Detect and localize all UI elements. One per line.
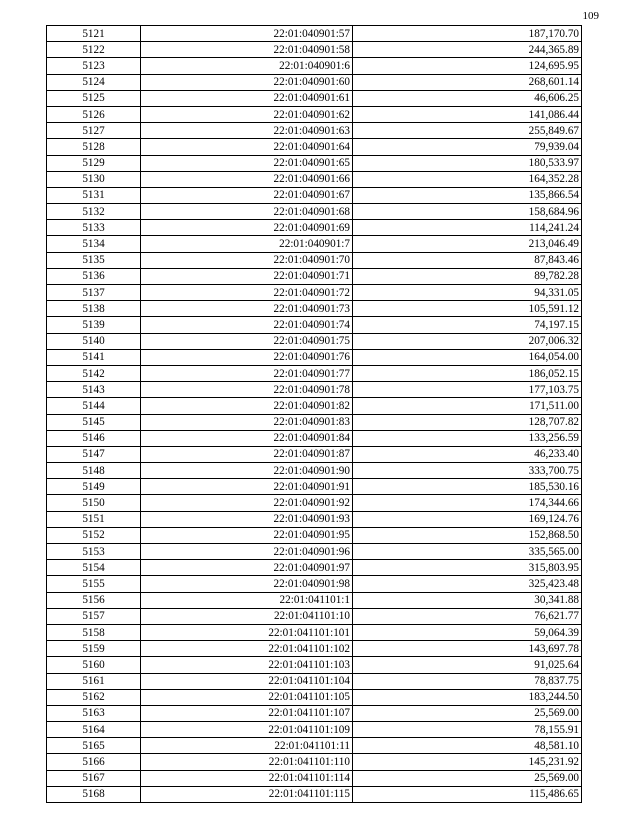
value-cell: 76,621.77 xyxy=(353,608,582,624)
value-cell: 325,423.48 xyxy=(353,576,582,592)
cadastral-number-cell: 22:01:040901:95 xyxy=(141,527,353,543)
cadastral-number-cell: 22:01:041101:105 xyxy=(141,689,353,705)
row-number-cell: 5160 xyxy=(47,657,141,673)
table-row xyxy=(47,576,582,592)
table-row xyxy=(47,74,582,90)
value-cell: 143,697.78 xyxy=(353,641,582,657)
table-row xyxy=(47,641,582,657)
row-number-cell: 5143 xyxy=(47,382,141,398)
cadastral-number-cell: 22:01:040901:67 xyxy=(141,187,353,203)
cadastral-number-cell: 22:01:041101:11 xyxy=(141,738,353,754)
value-cell: 74,197.15 xyxy=(353,317,582,333)
value-cell: 213,046.49 xyxy=(353,236,582,252)
table-row xyxy=(47,446,582,462)
row-number-cell: 5149 xyxy=(47,479,141,495)
value-cell: 59,064.39 xyxy=(353,624,582,640)
row-number-cell: 5150 xyxy=(47,495,141,511)
row-number-cell: 5161 xyxy=(47,673,141,689)
value-cell: 244,365.89 xyxy=(353,42,582,58)
table-row xyxy=(47,479,582,495)
table-row xyxy=(47,285,582,301)
value-cell: 207,006.32 xyxy=(353,333,582,349)
row-number-cell: 5148 xyxy=(47,463,141,479)
value-cell: 128,707.82 xyxy=(353,414,582,430)
cadastral-number-cell: 22:01:040901:57 xyxy=(141,26,353,42)
table-row xyxy=(47,365,582,381)
cadastral-number-cell: 22:01:040901:70 xyxy=(141,252,353,268)
table-row xyxy=(47,220,582,236)
table-row xyxy=(47,786,582,802)
cadastral-number-cell: 22:01:041101:103 xyxy=(141,657,353,673)
value-cell: 124,695.95 xyxy=(353,58,582,74)
value-cell: 335,565.00 xyxy=(353,544,582,560)
row-number-cell: 5153 xyxy=(47,544,141,560)
value-cell: 48,581.10 xyxy=(353,738,582,754)
cadastral-number-cell: 22:01:040901:68 xyxy=(141,204,353,220)
cadastral-value-table xyxy=(46,25,582,803)
value-cell: 187,170.70 xyxy=(353,26,582,42)
cadastral-number-cell: 22:01:040901:75 xyxy=(141,333,353,349)
table-row xyxy=(47,349,582,365)
row-number-cell: 5158 xyxy=(47,624,141,640)
value-cell: 186,052.15 xyxy=(353,365,582,381)
cadastral-number-cell: 22:01:040901:64 xyxy=(141,139,353,155)
cadastral-number-cell: 22:01:041101:1 xyxy=(141,592,353,608)
row-number-cell: 5167 xyxy=(47,770,141,786)
table-row xyxy=(47,689,582,705)
value-cell: 133,256.59 xyxy=(353,430,582,446)
value-cell: 177,103.75 xyxy=(353,382,582,398)
table-row xyxy=(47,236,582,252)
cadastral-number-cell: 22:01:040901:69 xyxy=(141,220,353,236)
cadastral-number-cell: 22:01:040901:93 xyxy=(141,511,353,527)
cadastral-number-cell: 22:01:040901:65 xyxy=(141,155,353,171)
cadastral-number-cell: 22:01:040901:63 xyxy=(141,123,353,139)
table-row xyxy=(47,511,582,527)
cadastral-number-cell: 22:01:040901:96 xyxy=(141,544,353,560)
row-number-cell: 5130 xyxy=(47,171,141,187)
row-number-cell: 5140 xyxy=(47,333,141,349)
value-cell: 185,530.16 xyxy=(353,479,582,495)
cadastral-number-cell: 22:01:041101:110 xyxy=(141,754,353,770)
table-row xyxy=(47,657,582,673)
row-number-cell: 5145 xyxy=(47,414,141,430)
table-row xyxy=(47,139,582,155)
table-row xyxy=(47,42,582,58)
cadastral-number-cell: 22:01:040901:83 xyxy=(141,414,353,430)
cadastral-number-cell: 22:01:041101:115 xyxy=(141,786,353,802)
cadastral-number-cell: 22:01:040901:84 xyxy=(141,430,353,446)
value-cell: 115,486.65 xyxy=(353,786,582,802)
table-row xyxy=(47,673,582,689)
table-row xyxy=(47,90,582,106)
cadastral-number-cell: 22:01:040901:66 xyxy=(141,171,353,187)
row-number-cell: 5155 xyxy=(47,576,141,592)
value-cell: 141,086.44 xyxy=(353,106,582,122)
cadastral-number-cell: 22:01:040901:76 xyxy=(141,349,353,365)
table-row xyxy=(47,333,582,349)
row-number-cell: 5138 xyxy=(47,301,141,317)
value-cell: 25,569.00 xyxy=(353,770,582,786)
value-cell: 25,569.00 xyxy=(353,705,582,721)
cadastral-number-cell: 22:01:040901:73 xyxy=(141,301,353,317)
row-number-cell: 5157 xyxy=(47,608,141,624)
row-number-cell: 5123 xyxy=(47,58,141,74)
value-cell: 46,606.25 xyxy=(353,90,582,106)
table-row xyxy=(47,317,582,333)
cadastral-number-cell: 22:01:041101:104 xyxy=(141,673,353,689)
cadastral-number-cell: 22:01:040901:91 xyxy=(141,479,353,495)
cadastral-number-cell: 22:01:040901:6 xyxy=(141,58,353,74)
value-cell: 164,352.28 xyxy=(353,171,582,187)
cadastral-number-cell: 22:01:040901:61 xyxy=(141,90,353,106)
cadastral-number-cell: 22:01:040901:82 xyxy=(141,398,353,414)
table-row xyxy=(47,770,582,786)
table-row xyxy=(47,382,582,398)
value-cell: 174,344.66 xyxy=(353,495,582,511)
table-row xyxy=(47,252,582,268)
cadastral-number-cell: 22:01:040901:98 xyxy=(141,576,353,592)
table-row xyxy=(47,544,582,560)
cadastral-number-cell: 22:01:040901:97 xyxy=(141,560,353,576)
table-row xyxy=(47,171,582,187)
value-cell: 152,868.50 xyxy=(353,527,582,543)
row-number-cell: 5134 xyxy=(47,236,141,252)
value-cell: 180,533.97 xyxy=(353,155,582,171)
row-number-cell: 5121 xyxy=(47,26,141,42)
cadastral-number-cell: 22:01:041101:114 xyxy=(141,770,353,786)
table-row xyxy=(47,754,582,770)
row-number-cell: 5168 xyxy=(47,786,141,802)
cadastral-number-cell: 22:01:040901:7 xyxy=(141,236,353,252)
row-number-cell: 5131 xyxy=(47,187,141,203)
cadastral-number-cell: 22:01:040901:90 xyxy=(141,463,353,479)
table-row xyxy=(47,560,582,576)
value-cell: 78,155.91 xyxy=(353,722,582,738)
table-row xyxy=(47,430,582,446)
value-cell: 30,341.88 xyxy=(353,592,582,608)
value-cell: 78,837.75 xyxy=(353,673,582,689)
table-row xyxy=(47,738,582,754)
table-row xyxy=(47,155,582,171)
value-cell: 268,601.14 xyxy=(353,74,582,90)
table-row xyxy=(47,187,582,203)
value-cell: 46,233.40 xyxy=(353,446,582,462)
value-cell: 94,331.05 xyxy=(353,285,582,301)
value-cell: 158,684.96 xyxy=(353,204,582,220)
table-row xyxy=(47,268,582,284)
row-number-cell: 5154 xyxy=(47,560,141,576)
row-number-cell: 5147 xyxy=(47,446,141,462)
table-row xyxy=(47,123,582,139)
row-number-cell: 5166 xyxy=(47,754,141,770)
value-cell: 315,803.95 xyxy=(353,560,582,576)
row-number-cell: 5128 xyxy=(47,139,141,155)
row-number-cell: 5141 xyxy=(47,349,141,365)
table-row xyxy=(47,624,582,640)
row-number-cell: 5133 xyxy=(47,220,141,236)
cadastral-number-cell: 22:01:040901:58 xyxy=(141,42,353,58)
value-cell: 333,700.75 xyxy=(353,463,582,479)
table-row xyxy=(47,204,582,220)
row-number-cell: 5136 xyxy=(47,268,141,284)
value-cell: 89,782.28 xyxy=(353,268,582,284)
value-cell: 91,025.64 xyxy=(353,657,582,673)
row-number-cell: 5132 xyxy=(47,204,141,220)
row-number-cell: 5164 xyxy=(47,722,141,738)
table-row xyxy=(47,705,582,721)
cadastral-number-cell: 22:01:041101:101 xyxy=(141,624,353,640)
value-cell: 171,511.00 xyxy=(353,398,582,414)
row-number-cell: 5126 xyxy=(47,106,141,122)
table-row xyxy=(47,495,582,511)
cadastral-number-cell: 22:01:041101:109 xyxy=(141,722,353,738)
row-number-cell: 5159 xyxy=(47,641,141,657)
cadastral-number-cell: 22:01:040901:72 xyxy=(141,285,353,301)
cadastral-number-cell: 22:01:040901:62 xyxy=(141,106,353,122)
row-number-cell: 5163 xyxy=(47,705,141,721)
cadastral-number-cell: 22:01:040901:87 xyxy=(141,446,353,462)
table-row xyxy=(47,106,582,122)
table-row xyxy=(47,414,582,430)
row-number-cell: 5142 xyxy=(47,365,141,381)
row-number-cell: 5165 xyxy=(47,738,141,754)
table-row xyxy=(47,58,582,74)
cadastral-number-cell: 22:01:041101:107 xyxy=(141,705,353,721)
row-number-cell: 5151 xyxy=(47,511,141,527)
row-number-cell: 5156 xyxy=(47,592,141,608)
table-row xyxy=(47,592,582,608)
page-number: 109 xyxy=(582,10,599,22)
value-cell: 105,591.12 xyxy=(353,301,582,317)
row-number-cell: 5137 xyxy=(47,285,141,301)
row-number-cell: 5127 xyxy=(47,123,141,139)
table-row xyxy=(47,26,582,42)
cadastral-number-cell: 22:01:041101:102 xyxy=(141,641,353,657)
value-cell: 87,843.46 xyxy=(353,252,582,268)
cadastral-number-cell: 22:01:040901:78 xyxy=(141,382,353,398)
value-cell: 169,124.76 xyxy=(353,511,582,527)
value-cell: 145,231.92 xyxy=(353,754,582,770)
table-row xyxy=(47,398,582,414)
row-number-cell: 5152 xyxy=(47,527,141,543)
cadastral-number-cell: 22:01:040901:77 xyxy=(141,365,353,381)
row-number-cell: 5135 xyxy=(47,252,141,268)
row-number-cell: 5162 xyxy=(47,689,141,705)
cadastral-number-cell: 22:01:041101:10 xyxy=(141,608,353,624)
row-number-cell: 5124 xyxy=(47,74,141,90)
row-number-cell: 5129 xyxy=(47,155,141,171)
value-cell: 79,939.04 xyxy=(353,139,582,155)
value-cell: 164,054.00 xyxy=(353,349,582,365)
cadastral-number-cell: 22:01:040901:92 xyxy=(141,495,353,511)
value-cell: 183,244.50 xyxy=(353,689,582,705)
table-row xyxy=(47,722,582,738)
cadastral-number-cell: 22:01:040901:71 xyxy=(141,268,353,284)
table-row xyxy=(47,463,582,479)
row-number-cell: 5122 xyxy=(47,42,141,58)
table-row xyxy=(47,527,582,543)
table-row xyxy=(47,608,582,624)
row-number-cell: 5146 xyxy=(47,430,141,446)
row-number-cell: 5139 xyxy=(47,317,141,333)
table-body xyxy=(47,26,582,803)
row-number-cell: 5125 xyxy=(47,90,141,106)
value-cell: 114,241.24 xyxy=(353,220,582,236)
cadastral-number-cell: 22:01:040901:74 xyxy=(141,317,353,333)
table-row xyxy=(47,301,582,317)
row-number-cell: 5144 xyxy=(47,398,141,414)
cadastral-number-cell: 22:01:040901:60 xyxy=(141,74,353,90)
value-cell: 255,849.67 xyxy=(353,123,582,139)
value-cell: 135,866.54 xyxy=(353,187,582,203)
